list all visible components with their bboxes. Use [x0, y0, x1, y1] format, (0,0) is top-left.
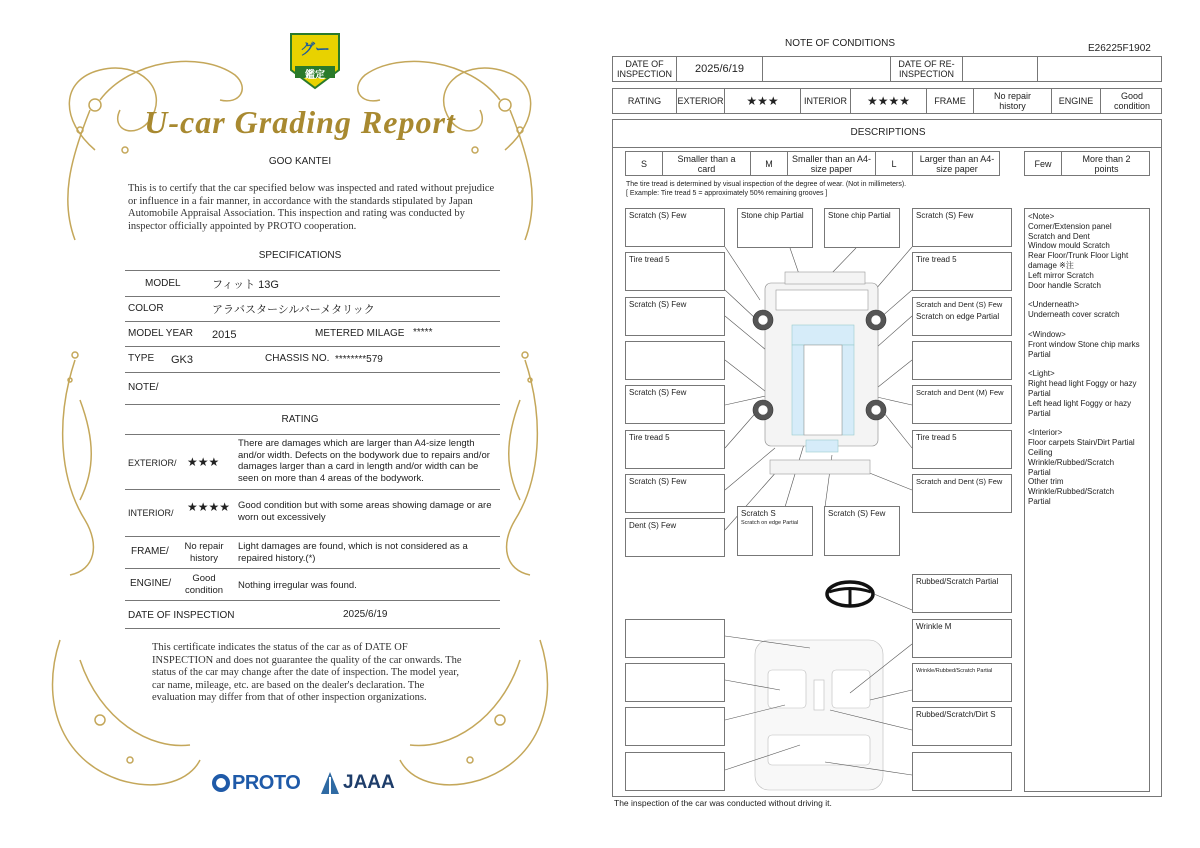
date-label: DATE OF INSPECTION — [613, 57, 677, 81]
ext-box-r7: Scratch and Dent (S) Few — [912, 474, 1012, 513]
note-line — [1028, 290, 1146, 300]
exterior-description: There are damages which are larger than A4-size length and/or width. Defects on the bodywork due to repairs and/or damages larger than a card in length and/or width can be seen on more than 4 areas of the bodywork. — [238, 438, 490, 484]
ext-box-l1: Scratch (S) Few — [625, 208, 725, 247]
ext-box-r5: Scratch and Dent (M) Few — [912, 385, 1012, 424]
ext-box-r1: Scratch (S) Few — [912, 208, 1012, 247]
interior-description: Good condition but with some areas showing damage or are worn out excessively — [238, 500, 492, 523]
note-line — [1028, 320, 1146, 330]
note-line: <Note> — [1028, 212, 1055, 221]
ext-box-r4 — [912, 341, 1012, 380]
int-box-l3 — [625, 707, 725, 746]
color-label: COLOR — [128, 303, 164, 314]
engine-description: Nothing irregular was found. — [238, 580, 357, 591]
rating-engine-label: ENGINE — [1052, 89, 1101, 113]
rating-interior-label: INTERIOR — [801, 89, 851, 113]
descriptions-heading: DESCRIPTIONS — [850, 127, 926, 138]
note-line: Partial — [1028, 408, 1051, 418]
int-box-l2 — [625, 663, 725, 702]
ext-box-l6: Tire tread 5 — [625, 430, 725, 469]
note-line: Partial — [1028, 388, 1051, 398]
chassis-value: ********579 — [335, 354, 383, 365]
proto-logo-text: PROTO — [232, 771, 301, 794]
ext-box-r3 — [912, 297, 1012, 336]
frame-value: No repair history — [184, 541, 224, 564]
legend-s-desc: Smaller than a card — [663, 152, 751, 175]
int-box-r1: Rubbed/Scratch Partial — [912, 574, 1012, 613]
inspection-date-label: DATE OF INSPECTION — [128, 610, 235, 621]
note-of-conditions — [600, 0, 1200, 848]
note-line: Scratch and Dent — [1028, 231, 1090, 241]
rating-exterior-stars: ★★★ — [725, 89, 801, 113]
ext-box-b1-line2: Scratch on edge Partial — [741, 520, 799, 526]
ext-box-l4 — [625, 341, 725, 380]
tire-note-2: [ Example: Tire tread 5 = approximately 50% remaining grooves ] — [626, 190, 828, 197]
int-box-r2: Wrinkle M — [912, 619, 1012, 658]
ext-box-l7: Scratch (S) Few — [625, 474, 725, 513]
note-line: Wrinkle/Rubbed/Scratch — [1028, 487, 1115, 497]
chassis-label: CHASSIS NO. — [265, 353, 330, 364]
note-line: Right head light Foggy or hazy — [1028, 379, 1137, 389]
note-line: Partial — [1028, 349, 1051, 359]
note-label: NOTE/ — [128, 382, 159, 393]
model-value: フィット 13G — [212, 279, 279, 291]
badge-bottom-text: 鑑定 — [305, 70, 325, 81]
int-box-r5 — [912, 752, 1012, 791]
ext-box-l2: Tire tread 5 — [625, 252, 725, 291]
note-line: Left head light Foggy or hazy — [1028, 398, 1132, 408]
ext-box-r2: Tire tread 5 — [912, 252, 1012, 291]
report-subtitle: GOO KANTEI — [268, 156, 332, 167]
exterior-label: EXTERIOR/ — [128, 458, 177, 468]
ext-box-b2: Scratch (S) Few — [824, 506, 900, 556]
specifications-heading: SPECIFICATIONS — [258, 250, 342, 261]
frame-label: FRAME/ — [131, 546, 169, 557]
type-label: TYPE — [128, 353, 155, 364]
ext-box-r6: Tire tread 5 — [912, 430, 1012, 469]
ext-box-l5: Scratch (S) Few — [625, 385, 725, 424]
ext-box-l8: Dent (S) Few — [625, 518, 725, 557]
model-label: MODEL — [145, 278, 181, 289]
note-line: Wrinkle/Rubbed/Scratch — [1028, 457, 1115, 467]
legend-few: Few — [1025, 152, 1062, 175]
exterior-stars: ★★★ — [187, 455, 220, 469]
engine-value: Good condition — [184, 573, 224, 596]
ext-box-b1-line1: Scratch S — [741, 509, 776, 518]
note-line: <Light> — [1028, 369, 1055, 379]
tire-note-1: The tire tread is determined by visual inspection of the degree of wear. (Not in millimeters). — [626, 181, 907, 188]
notes-list — [1028, 212, 1146, 507]
frame-description: Light damages are found, which is not considered as a repaired history.(*) — [238, 541, 468, 564]
note-line: Front window Stone chip marks — [1028, 339, 1140, 349]
goo-kantei-badge — [287, 30, 343, 92]
mileage-label: METERED MILAGE — [315, 328, 405, 339]
rating-exterior-label: EXTERIOR — [677, 89, 725, 113]
notes-panel — [1024, 208, 1150, 792]
note-line: Door handle Scratch — [1028, 280, 1101, 290]
legend-s: S — [626, 152, 663, 175]
jaaa-logo-mark-icon — [320, 771, 340, 795]
interior-label: INTERIOR/ — [128, 508, 174, 518]
note-line: Underneath cover scratch — [1028, 310, 1120, 320]
color-value: アラバスターシルバーメタリック — [212, 304, 375, 316]
rating-engine-value: Good condition — [1113, 91, 1151, 111]
ext-box-r3-line1: Scratch and Dent (S) Few — [916, 300, 1003, 309]
ext-box-b1 — [737, 506, 813, 556]
intro-text: This is to certify that the car specified below was inspected and rated without prejudice or influence in a fair manner, in accordance with the standards stipulated by Japan Automobile Appraisal Association. This inspection and rating was conducted by inspector officially appointed by PROTO cooperation. — [128, 183, 495, 232]
note-line: <Window> — [1028, 329, 1066, 339]
rating-label: RATING — [613, 89, 677, 113]
ext-box-l3: Scratch (S) Few — [625, 297, 725, 336]
rating-frame-label: FRAME — [927, 89, 974, 113]
ext-box-t2: Stone chip Partial — [824, 208, 900, 248]
note-line: <Underneath> — [1028, 300, 1080, 310]
jaaa-logo — [320, 770, 395, 796]
proto-logo-mark-icon — [212, 774, 230, 792]
certificate-footer: This certificate indicates the status of the car as of DATE OF INSPECTION and does not guarantee the quality of the car onwards. The status of the car may change after the date of inspection. The model year, car name, mileage, etc. are based on the dealer's declaration. The evaluation may differ from that of other inspection organizations. — [152, 642, 462, 703]
note-line — [1028, 359, 1146, 369]
legend-m-desc: Smaller than an A4-size paper — [788, 152, 876, 175]
legend-l: L — [876, 152, 913, 175]
ext-box-t1: Stone chip Partial — [737, 208, 813, 248]
type-value: GK3 — [171, 354, 194, 366]
int-box-l1 — [625, 619, 725, 658]
note-line: Other trim — [1028, 477, 1064, 487]
note-line: Floor carpets Stain/Dirt Partial — [1028, 438, 1135, 448]
date-value: 2025/6/19 — [677, 57, 763, 81]
rating-frame-value: No repair history — [974, 89, 1052, 113]
jaaa-logo-text: JAAA — [343, 772, 395, 793]
note-line — [1028, 418, 1146, 428]
reinspection-label: DATE OF RE-INSPECTION — [891, 57, 963, 81]
note-line: Partial — [1028, 467, 1051, 477]
int-box-l4 — [625, 752, 725, 791]
note-line: Left mirror Scratch — [1028, 270, 1094, 280]
rating-heading: RATING — [281, 414, 319, 425]
note-line: Partial — [1028, 496, 1051, 506]
rating-interior-stars: ★★★★ — [851, 89, 927, 113]
int-box-r3: Wrinkle/Rubbed/Scratch Partial — [912, 663, 1012, 702]
ext-box-r3-line2: Scratch on edge Partial — [916, 312, 1000, 321]
badge-top-text: グー — [299, 41, 330, 58]
note-line: <Interior> — [1028, 428, 1063, 438]
mileage-value: ***** — [413, 327, 433, 338]
interior-stars: ★★★★ — [187, 500, 231, 514]
noc-footer: The inspection of the car was conducted without driving it. — [614, 798, 832, 808]
note-line: Window mould Scratch — [1028, 241, 1110, 251]
noc-code: E26225F1902 — [1088, 43, 1151, 54]
note-line: Ceiling — [1028, 447, 1053, 457]
note-line: Corner/Extension panel — [1028, 221, 1112, 231]
proto-logo — [212, 770, 300, 796]
noc-title: NOTE OF CONDITIONS — [785, 38, 895, 49]
legend-l-desc: Larger than an A4-size paper — [919, 153, 995, 174]
inspection-date-value: 2025/6/19 — [343, 609, 388, 620]
legend-few-desc: More than 2 points — [1082, 153, 1131, 174]
note-line: Rear Floor/Trunk Floor Light — [1028, 251, 1129, 261]
model-year-label: MODEL YEAR — [128, 328, 194, 339]
model-year-value: 2015 — [212, 329, 237, 341]
note-line: damage ※注 — [1028, 260, 1074, 270]
report-title: U-car Grading Report — [144, 104, 456, 140]
engine-label: ENGINE/ — [130, 578, 172, 589]
legend-m: M — [751, 152, 788, 175]
int-box-r4: Rubbed/Scratch/Dirt S — [912, 707, 1012, 746]
